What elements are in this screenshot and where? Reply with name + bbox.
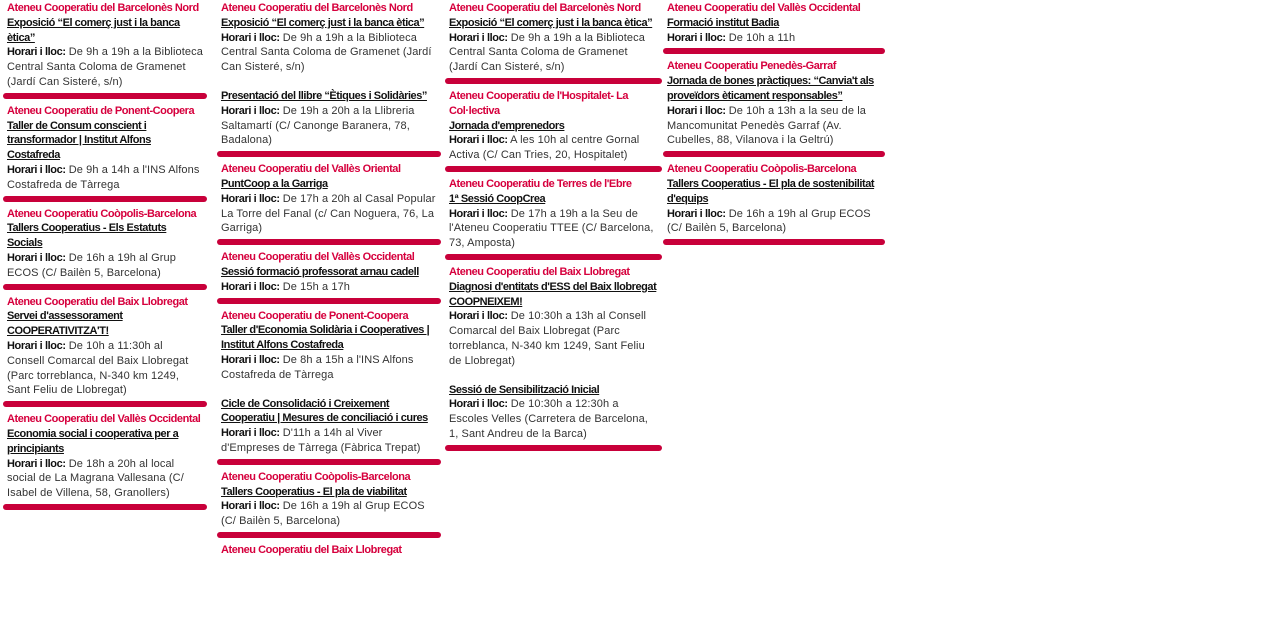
event-item: [449, 119, 658, 163]
event-title-link[interactable]: Jornada d'emprenedors: [449, 119, 565, 132]
schedule-value: De 18h a 20h al local social de La Magrana Vallesana (C/ Isabel de Villena, 58, Granollers): [7, 457, 184, 500]
event-schedule-location: [7, 45, 203, 89]
event-title-link[interactable]: PuntCoop a la Garriga: [221, 177, 328, 190]
schedule-value: De 16h a 19h al Grup ECOS (C/ Bailèn 5, Barcelona): [7, 251, 176, 279]
schedule-label: Horari i lloc:: [7, 251, 66, 264]
ateneu-name: Ateneu Cooperatiu Coòpolis-Barcelona: [7, 207, 197, 220]
ateneu-block: [3, 104, 207, 193]
event-item: [449, 192, 658, 251]
event-title-link[interactable]: Exposició “El comerç just i la banca ètica”: [449, 16, 653, 29]
event-schedule-location: [221, 426, 437, 456]
ateneu-name: Ateneu Cooperatiu Coòpolis-Barcelona: [667, 163, 857, 176]
event-item: [221, 177, 437, 236]
event-item: [221, 16, 437, 75]
schedule-value: De 9h a 19h a la Biblioteca Central Santa Coloma de Gramenet (Jardí Can Sisteré, s/n): [7, 46, 203, 88]
event-item: [667, 74, 881, 148]
schedule-label: Horari i lloc:: [449, 207, 508, 220]
divider-bar: [217, 298, 441, 304]
event-title-link[interactable]: Tallers Cooperatius - El pla de sostenibilitat d'equips: [667, 177, 875, 205]
event-title-link[interactable]: Taller d'Economia Solidària i Cooperatives | Institut Alfons Costafreda: [221, 324, 430, 352]
ateneu-name: Ateneu Cooperatiu de l'Hospitalet- La Col·lectiva: [449, 89, 629, 117]
divider-bar: [217, 239, 441, 245]
divider-bar: [445, 445, 662, 451]
schedule-label: Horari i lloc:: [7, 46, 66, 59]
schedule-value: De 9h a 19h a la Biblioteca Central Santa Coloma de Gramenet (Jardí Can Sisteré, s/n): [221, 31, 432, 74]
schedule-label: Horari i lloc:: [221, 31, 280, 44]
event-item: [7, 309, 203, 398]
event-schedule-location: [667, 31, 881, 46]
event-item: [221, 397, 437, 456]
event-item: [449, 280, 658, 369]
ateneu-block: [3, 207, 207, 281]
schedule-value: De 10:30h a 12:30h a Escoles Velles (Carretera de Barcelona, 1, Sant Andreu de la Barca): [449, 398, 648, 440]
divider-bar: [663, 151, 885, 157]
agenda-column-2: [217, 1, 441, 558]
event-title-link[interactable]: Servei d'assessorament COOPERATIVITZA'T!: [7, 310, 123, 338]
schedule-value: De 9h a 14h a l'INS Alfons Costafreda de Tàrrega: [7, 163, 200, 191]
schedule-label: Horari i lloc:: [7, 163, 66, 176]
event-schedule-location: [221, 353, 437, 383]
event-title-link[interactable]: Exposició “El comerç just i la banca ètica”: [221, 16, 425, 29]
divider-bar: [445, 78, 662, 84]
event-schedule-location: [667, 207, 881, 237]
ateneu-name: Ateneu Cooperatiu del Vallès Occidental: [7, 413, 201, 426]
ateneu-block: [217, 543, 441, 558]
ateneu-block: [217, 250, 441, 294]
event-item: [449, 16, 658, 75]
divider-bar: [3, 504, 207, 510]
schedule-label: Horari i lloc:: [449, 398, 508, 411]
ateneu-name: Ateneu Cooperatiu del Baix Llobregat: [221, 543, 402, 556]
event-schedule-location: [449, 31, 658, 75]
ateneu-block: [663, 1, 885, 45]
event-schedule-location: [7, 457, 203, 501]
event-schedule-location: [7, 251, 203, 281]
event-title-link[interactable]: Sessió de Sensibilització Inicial: [449, 383, 600, 396]
ateneu-name: Ateneu Cooperatiu de Ponent-Coopera: [7, 104, 195, 117]
event-item: [221, 485, 437, 529]
schedule-label: Horari i lloc:: [221, 500, 280, 513]
event-title-link[interactable]: Taller de Consum conscient i transformador | Institut Alfons Costafreda: [7, 119, 151, 162]
schedule-label: Horari i lloc:: [221, 353, 280, 366]
ateneu-block: [3, 412, 207, 501]
event-item: [221, 265, 437, 295]
ateneu-name: Ateneu Cooperatiu Penedès-Garraf: [667, 60, 836, 73]
ateneu-name: Ateneu Cooperatiu del Vallès Oriental: [221, 163, 401, 176]
event-item: [449, 383, 658, 442]
event-title-link[interactable]: Formació institut Badia: [667, 16, 779, 29]
divider-bar: [3, 93, 207, 99]
event-schedule-location: [221, 31, 437, 75]
schedule-label: Horari i lloc:: [449, 31, 508, 44]
event-schedule-location: [449, 133, 658, 163]
schedule-value: De 17h a 19h a la Seu de l'Ateneu Cooperatiu TTEE (C/ Barcelona, 73, Amposta): [449, 207, 654, 250]
event-title-link[interactable]: 1ª Sessió CoopCrea: [449, 192, 546, 205]
ateneu-block: [445, 177, 662, 251]
schedule-value: De 9h a 19h a la Biblioteca Central Santa Coloma de Gramenet (Jardí Can Sisteré, s/n): [449, 31, 645, 74]
ateneu-block: [217, 162, 441, 236]
schedule-label: Horari i lloc:: [449, 134, 508, 147]
schedule-value: D'11h a 14h al Viver d'Empreses de Tàrrega (Fàbrica Trepat): [221, 427, 421, 454]
ateneu-block: [217, 309, 441, 456]
schedule-value: A les 10h al centre Gornal Activa (C/ Can Tries, 20, Hospitalet): [449, 134, 640, 162]
ateneu-name: Ateneu Cooperatiu de Ponent-Coopera: [221, 309, 409, 322]
schedule-label: Horari i lloc:: [667, 104, 726, 117]
schedule-value: De 16h a 19h al Grup ECOS (C/ Bailèn 5, Barcelona): [221, 500, 425, 528]
event-title-link[interactable]: Diagnosi d'entitats d'ESS del Baix llobregat COOPNEIXEM!: [449, 280, 657, 308]
divider-bar: [217, 532, 441, 538]
ateneu-name: Ateneu Cooperatiu del Baix Llobregat: [449, 265, 630, 278]
event-schedule-location: [221, 192, 437, 236]
event-item: [221, 89, 437, 148]
divider-bar: [3, 284, 207, 290]
event-item: [7, 427, 203, 501]
divider-bar: [445, 166, 662, 172]
ateneu-name: Ateneu Cooperatiu del Vallès Occidental: [221, 251, 415, 264]
event-item: [7, 221, 203, 280]
event-schedule-location: [221, 499, 437, 529]
event-schedule-location: [449, 309, 658, 368]
event-item: [221, 323, 437, 382]
event-schedule-location: [449, 397, 658, 441]
schedule-label: Horari i lloc:: [667, 31, 726, 44]
ateneu-name: Ateneu Cooperatiu Coòpolis-Barcelona: [221, 470, 411, 483]
schedule-label: Horari i lloc:: [221, 192, 280, 205]
event-schedule-location: [221, 280, 437, 295]
schedule-label: Horari i lloc:: [221, 104, 280, 117]
event-item: [7, 16, 203, 90]
schedule-label: Horari i lloc:: [221, 427, 280, 440]
ateneu-block: [663, 59, 885, 148]
ateneu-block: [445, 1, 662, 75]
divider-bar: [217, 151, 441, 157]
ateneu-block: [217, 1, 441, 148]
agenda-column-4: [663, 1, 885, 250]
divider-bar: [3, 401, 207, 407]
ateneu-block: [3, 295, 207, 399]
ateneu-block: [3, 1, 207, 90]
event-schedule-location: [221, 104, 437, 148]
event-title-link[interactable]: Tallers Cooperatius - El pla de viabilitat: [221, 485, 407, 498]
schedule-label: Horari i lloc:: [7, 339, 66, 352]
schedule-label: Horari i lloc:: [667, 207, 726, 220]
schedule-value: De 10h a 11:30h al Consell Comarcal del Baix Llobregat (Parc torreblanca, N-340 km 1249, Sant Feliu de Llobregat): [7, 339, 189, 397]
divider-bar: [445, 254, 662, 260]
agenda-column-3: [445, 1, 662, 456]
event-title-link[interactable]: Presentació del llibre “Ètiques i Solidàries”: [221, 89, 427, 102]
event-schedule-location: [7, 163, 203, 193]
schedule-value: De 17h a 20h al Casal Popular La Torre del Fanal (c/ Can Noguera, 76, La Garriga): [221, 192, 436, 235]
event-title-link[interactable]: Tallers Cooperatius - Els Estatuts Socials: [7, 222, 167, 250]
schedule-label: Horari i lloc:: [221, 280, 280, 293]
event-schedule-location: [667, 104, 881, 148]
event-schedule-location: [449, 207, 658, 251]
schedule-value: De 16h a 19h al Grup ECOS (C/ Bailèn 5, Barcelona): [667, 207, 871, 235]
schedule-value: De 15h a 17h: [282, 280, 351, 293]
divider-bar: [663, 48, 885, 54]
ateneu-name: Ateneu Cooperatiu del Baix Llobregat: [7, 295, 188, 308]
schedule-value: De 8h a 15h a l'INS Alfons Costafreda de Tàrrega: [221, 353, 414, 381]
event-title-link[interactable]: Cicle de Consolidació i Creixement Cooperatiu | Mesures de conciliació i cures: [221, 397, 428, 425]
ateneu-block: [663, 162, 885, 236]
ateneu-name: Ateneu Cooperatiu del Barcelonès Nord: [7, 2, 199, 14]
ateneu-block: [217, 470, 441, 529]
event-title-link[interactable]: Exposició “El comerç just i la banca ètica”: [7, 16, 180, 44]
event-title-link[interactable]: Sessió formació professorat arnau cadell: [221, 265, 419, 278]
event-item: [667, 177, 881, 236]
ateneu-block: [445, 89, 662, 163]
schedule-value: De 10h a 13h a la seu de la Mancomunitat Penedès Garraf (Av. Cubelles, 88, Vilanova i la Geltrú): [667, 104, 866, 147]
event-title-link[interactable]: Economia social i cooperativa per a principiants: [7, 427, 179, 455]
event-title-link[interactable]: Jornada de bones pràctiques: “Canvia't als proveïdors èticament responsables”: [667, 75, 874, 102]
ateneu-name: Ateneu Cooperatiu del Barcelonès Nord: [221, 2, 413, 14]
divider-bar: [3, 196, 207, 202]
event-schedule-location: [7, 339, 203, 398]
ateneu-name: Ateneu Cooperatiu del Barcelonès Nord: [449, 2, 641, 14]
ateneu-block: [445, 265, 662, 442]
schedule-label: Horari i lloc:: [449, 310, 508, 323]
ateneu-name: Ateneu Cooperatiu del Vallès Occidental: [667, 2, 861, 14]
agenda-column-1: [3, 1, 207, 515]
event-item: [667, 16, 881, 46]
event-item: [7, 119, 203, 193]
ateneu-name: Ateneu Cooperatiu de Terres de l'Ebre: [449, 177, 632, 190]
divider-bar: [217, 459, 441, 465]
schedule-label: Horari i lloc:: [7, 457, 66, 470]
schedule-value: De 10:30h a 13h al Consell Comarcal del Baix Llobregat (Parc torreblanca, N-340 km 1249, Sant Feliu de Llobregat): [449, 310, 647, 367]
schedule-value: De 10h a 11h: [728, 31, 796, 44]
divider-bar: [663, 239, 885, 245]
schedule-value: De 19h a 20h a la Llibreria Saltamartí (C/ Canonge Baranera, 78, Badalona): [221, 104, 415, 147]
